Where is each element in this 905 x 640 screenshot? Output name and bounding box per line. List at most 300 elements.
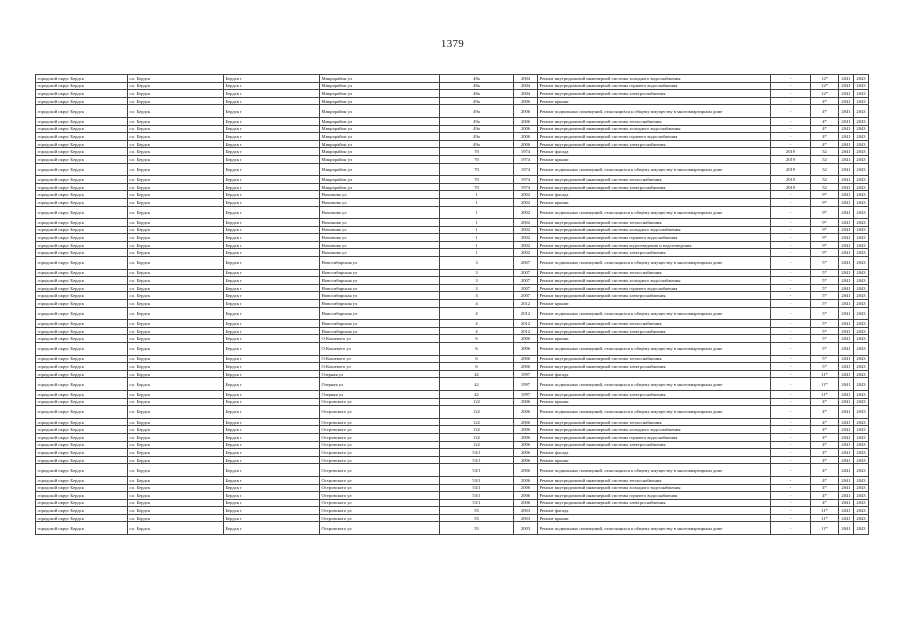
city-district-cell: г.о. Бердск	[128, 522, 224, 535]
work-type-cell: Ремонт внутридомовой инженерной системы электроснабжения	[538, 249, 771, 257]
table-row	[36, 492, 869, 500]
start-year-cell: 2041	[839, 484, 854, 492]
city-district-cell: г.о. Бердск	[128, 284, 224, 292]
end-year-cell: 2043	[854, 163, 869, 176]
house-number-cell: 49а	[440, 117, 514, 125]
locality-cell: Бердск г	[224, 206, 320, 219]
repair-year-cell: -	[771, 426, 811, 434]
house-number-cell: 122	[440, 426, 514, 434]
repair-year-cell: -	[771, 433, 811, 441]
street-cell: Нахимова ул	[320, 226, 440, 234]
municipal-district-cell: городской округ Бердск	[36, 155, 128, 163]
build-year-cell: 2006	[514, 449, 538, 457]
repair-year-cell: -	[771, 484, 811, 492]
end-year-cell: 2043	[854, 176, 869, 184]
start-year-cell: 2041	[839, 300, 854, 308]
locality-cell: Бердск г	[224, 343, 320, 356]
street-cell: Новосибирская ул	[320, 257, 440, 270]
repair-year-cell: -	[771, 206, 811, 219]
repair-year-cell: -	[771, 277, 811, 285]
street-cell: Островского ул	[320, 484, 440, 492]
street-cell: Микрорайон ул	[320, 90, 440, 98]
locality-cell: Бердск г	[224, 125, 320, 133]
repair-year-cell: -	[771, 370, 811, 378]
city-district-cell: г.о. Бердск	[128, 484, 224, 492]
city-district-cell: г.о. Бердск	[128, 464, 224, 477]
build-year-cell: 2007	[514, 277, 538, 285]
work-type-cell: Ремонт крыши	[538, 398, 771, 406]
build-year-cell: 2006	[514, 433, 538, 441]
street-cell: О.Кошевого ул	[320, 343, 440, 356]
street-cell: Новосибирская ул	[320, 269, 440, 277]
start-year-cell: 2041	[839, 426, 854, 434]
period-cell: 5*	[811, 355, 839, 363]
period-cell: 4*	[811, 449, 839, 457]
start-year-cell: 2041	[839, 476, 854, 484]
repair-year-cell: -	[771, 191, 811, 199]
start-year-cell: 2041	[839, 499, 854, 507]
table-row	[36, 476, 869, 484]
work-type-cell: Ремонт фасада	[538, 148, 771, 156]
street-cell: Островского ул	[320, 449, 440, 457]
start-year-cell: 2041	[839, 249, 854, 257]
table-row	[36, 75, 869, 83]
house-number-cell: 53/1	[440, 492, 514, 500]
build-year-cell: 2003	[514, 522, 538, 535]
locality-cell: Бердск г	[224, 426, 320, 434]
period-cell: 52	[811, 155, 839, 163]
work-type-cell: Ремонт внутридомовой инженерной системы теплоснабжения	[538, 476, 771, 484]
start-year-cell: 2041	[839, 378, 854, 391]
end-year-cell: 2043	[854, 226, 869, 234]
house-number-cell: 6	[440, 343, 514, 356]
city-district-cell: г.о. Бердск	[128, 390, 224, 398]
locality-cell: Бердск г	[224, 406, 320, 419]
start-year-cell: 2041	[839, 449, 854, 457]
repair-year-cell: -	[771, 90, 811, 98]
locality-cell: Бердск г	[224, 277, 320, 285]
municipal-district-cell: городской округ Бердск	[36, 484, 128, 492]
end-year-cell: 2043	[854, 133, 869, 141]
build-year-cell: 1997	[514, 378, 538, 391]
period-cell: 9*	[811, 249, 839, 257]
build-year-cell: 2007	[514, 284, 538, 292]
house-number-cell: 42	[440, 370, 514, 378]
municipal-district-cell: городской округ Бердск	[36, 191, 128, 199]
municipal-district-cell: городской округ Бердск	[36, 335, 128, 343]
street-cell: Микрорайон ул	[320, 75, 440, 83]
house-number-cell: 122	[440, 418, 514, 426]
end-year-cell: 2043	[854, 335, 869, 343]
city-district-cell: г.о. Бердск	[128, 277, 224, 285]
municipal-district-cell: городской округ Бердск	[36, 499, 128, 507]
locality-cell: Бердск г	[224, 484, 320, 492]
house-number-cell: 122	[440, 398, 514, 406]
end-year-cell: 2043	[854, 90, 869, 98]
build-year-cell: 1997	[514, 390, 538, 398]
street-cell: Новосибирская ул	[320, 327, 440, 335]
end-year-cell: 2043	[854, 257, 869, 270]
house-number-cell: 42	[440, 390, 514, 398]
repair-year-cell: 2019	[771, 163, 811, 176]
locality-cell: Бердск г	[224, 476, 320, 484]
street-cell: Нахимова ул	[320, 234, 440, 242]
work-type-cell: Ремонт подвальных помещений, относящихся к общему имуществу в многоквартирном доме	[538, 378, 771, 391]
locality-cell: Бердск г	[224, 499, 320, 507]
build-year-cell: 2012	[514, 327, 538, 335]
locality-cell: Бердск г	[224, 257, 320, 270]
end-year-cell: 2043	[854, 398, 869, 406]
city-district-cell: г.о. Бердск	[128, 492, 224, 500]
period-cell: 12*	[811, 90, 839, 98]
locality-cell: Бердск г	[224, 82, 320, 90]
start-year-cell: 2041	[839, 75, 854, 83]
street-cell: О.Кошевого ул	[320, 335, 440, 343]
street-cell: О.Кошевого ул	[320, 355, 440, 363]
locality-cell: Бердск г	[224, 514, 320, 522]
table-row	[36, 277, 869, 285]
table-row	[36, 90, 869, 98]
locality-cell: Бердск г	[224, 390, 320, 398]
street-cell: Озерная ул	[320, 370, 440, 378]
period-cell: 11*	[811, 370, 839, 378]
work-type-cell: Ремонт внутридомовой инженерной системы холодного водоснабжения	[538, 277, 771, 285]
repair-year-cell: -	[771, 456, 811, 464]
repair-year-cell: -	[771, 133, 811, 141]
period-cell: 4*	[811, 105, 839, 118]
municipal-district-cell: городской округ Бердск	[36, 522, 128, 535]
build-year-cell: 2002	[514, 226, 538, 234]
start-year-cell: 2041	[839, 117, 854, 125]
street-cell: Микрорайон ул	[320, 183, 440, 191]
period-cell: 5*	[811, 343, 839, 356]
start-year-cell: 2041	[839, 241, 854, 249]
build-year-cell: 2003	[514, 514, 538, 522]
period-cell: 4*	[811, 133, 839, 141]
locality-cell: Бердск г	[224, 97, 320, 105]
house-number-cell: 70	[440, 183, 514, 191]
build-year-cell: 1974	[514, 176, 538, 184]
start-year-cell: 2041	[839, 176, 854, 184]
start-year-cell: 2041	[839, 441, 854, 449]
end-year-cell: 2043	[854, 198, 869, 206]
work-type-cell: Ремонт крыши	[538, 198, 771, 206]
table-row	[36, 155, 869, 163]
locality-cell: Бердск г	[224, 300, 320, 308]
municipal-district-cell: городской округ Бердск	[36, 133, 128, 141]
end-year-cell: 2043	[854, 514, 869, 522]
city-district-cell: г.о. Бердск	[128, 441, 224, 449]
end-year-cell: 2043	[854, 522, 869, 535]
street-cell: Микрорайон ул	[320, 97, 440, 105]
street-cell: Новосибирская ул	[320, 320, 440, 328]
build-year-cell: 2006	[514, 355, 538, 363]
start-year-cell: 2041	[839, 148, 854, 156]
repair-year-cell: -	[771, 257, 811, 270]
municipal-district-cell: городской округ Бердск	[36, 390, 128, 398]
work-type-cell: Ремонт внутридомовой инженерной системы водоотведения и водоотведения	[538, 241, 771, 249]
capital-repair-table	[35, 74, 869, 535]
work-type-cell: Ремонт внутридомовой инженерной системы горячего водоснабжения	[538, 433, 771, 441]
period-cell: 11*	[811, 507, 839, 515]
page-number: 1379	[440, 38, 465, 50]
locality-cell: Бердск г	[224, 370, 320, 378]
end-year-cell: 2043	[854, 355, 869, 363]
table-row	[36, 105, 869, 118]
city-district-cell: г.о. Бердск	[128, 426, 224, 434]
city-district-cell: г.о. Бердск	[128, 499, 224, 507]
street-cell: Новосибирская ул	[320, 277, 440, 285]
locality-cell: Бердск г	[224, 269, 320, 277]
municipal-district-cell: городской округ Бердск	[36, 327, 128, 335]
repair-year-cell: -	[771, 390, 811, 398]
street-cell: Нахимова ул	[320, 206, 440, 219]
city-district-cell: г.о. Бердск	[128, 355, 224, 363]
municipal-district-cell: городской округ Бердск	[36, 206, 128, 219]
period-cell: 52	[811, 183, 839, 191]
city-district-cell: г.о. Бердск	[128, 378, 224, 391]
period-cell: 9*	[811, 241, 839, 249]
repair-year-cell: -	[771, 125, 811, 133]
table-row	[36, 335, 869, 343]
table-row	[36, 198, 869, 206]
locality-cell: Бердск г	[224, 378, 320, 391]
city-district-cell: г.о. Бердск	[128, 456, 224, 464]
period-cell: 12*	[811, 82, 839, 90]
locality-cell: Бердск г	[224, 433, 320, 441]
street-cell: Островского ул	[320, 464, 440, 477]
repair-year-cell: 2019	[771, 148, 811, 156]
build-year-cell: 2006	[514, 499, 538, 507]
period-cell: 4*	[811, 140, 839, 148]
end-year-cell: 2043	[854, 277, 869, 285]
locality-cell: Бердск г	[224, 284, 320, 292]
city-district-cell: г.о. Бердск	[128, 198, 224, 206]
work-type-cell: Ремонт фасада	[538, 191, 771, 199]
period-cell: 4*	[811, 125, 839, 133]
period-cell: 5*	[811, 257, 839, 270]
build-year-cell: 2004	[514, 82, 538, 90]
locality-cell: Бердск г	[224, 335, 320, 343]
start-year-cell: 2041	[839, 492, 854, 500]
work-type-cell: Ремонт внутридомовой инженерной системы теплоснабжения	[538, 269, 771, 277]
start-year-cell: 2041	[839, 406, 854, 419]
end-year-cell: 2043	[854, 378, 869, 391]
work-type-cell: Ремонт внутридомовой инженерной системы теплоснабжения	[538, 219, 771, 227]
city-district-cell: г.о. Бердск	[128, 155, 224, 163]
house-number-cell: 4	[440, 327, 514, 335]
start-year-cell: 2041	[839, 82, 854, 90]
end-year-cell: 2043	[854, 492, 869, 500]
build-year-cell: 2006	[514, 456, 538, 464]
street-cell: Нахимова ул	[320, 249, 440, 257]
city-district-cell: г.о. Бердск	[128, 476, 224, 484]
municipal-district-cell: городской округ Бердск	[36, 355, 128, 363]
period-cell: 5*	[811, 277, 839, 285]
start-year-cell: 2041	[839, 307, 854, 320]
house-number-cell: 48а	[440, 75, 514, 83]
municipal-district-cell: городской округ Бердск	[36, 105, 128, 118]
municipal-district-cell: городской округ Бердск	[36, 476, 128, 484]
period-cell: 5*	[811, 327, 839, 335]
street-cell: Микрорайон ул	[320, 163, 440, 176]
house-number-cell: 53/1	[440, 476, 514, 484]
repair-year-cell: -	[771, 241, 811, 249]
house-number-cell: 4	[440, 307, 514, 320]
repair-year-cell: -	[771, 269, 811, 277]
end-year-cell: 2043	[854, 406, 869, 419]
street-cell: Озерная ул	[320, 378, 440, 391]
work-type-cell: Ремонт крыши	[538, 514, 771, 522]
repair-year-cell: -	[771, 464, 811, 477]
table-row	[36, 292, 869, 300]
table-row	[36, 97, 869, 105]
table-row	[36, 133, 869, 141]
table-row	[36, 456, 869, 464]
city-district-cell: г.о. Бердск	[128, 133, 224, 141]
end-year-cell: 2043	[854, 370, 869, 378]
locality-cell: Бердск г	[224, 441, 320, 449]
start-year-cell: 2041	[839, 292, 854, 300]
locality-cell: Бердск г	[224, 249, 320, 257]
city-district-cell: г.о. Бердск	[128, 363, 224, 371]
house-number-cell: 70	[440, 163, 514, 176]
build-year-cell: 2006	[514, 125, 538, 133]
house-number-cell: 70	[440, 176, 514, 184]
start-year-cell: 2041	[839, 514, 854, 522]
street-cell: Микрорайон ул	[320, 133, 440, 141]
city-district-cell: г.о. Бердск	[128, 82, 224, 90]
start-year-cell: 2041	[839, 390, 854, 398]
house-number-cell: 1	[440, 219, 514, 227]
municipal-district-cell: городской округ Бердск	[36, 464, 128, 477]
house-number-cell: 53/1	[440, 449, 514, 457]
start-year-cell: 2041	[839, 125, 854, 133]
city-district-cell: г.о. Бердск	[128, 343, 224, 356]
period-cell: 4*	[811, 398, 839, 406]
end-year-cell: 2043	[854, 191, 869, 199]
locality-cell: Бердск г	[224, 148, 320, 156]
table-row	[36, 406, 869, 419]
locality-cell: Бердск г	[224, 307, 320, 320]
build-year-cell: 2002	[514, 206, 538, 219]
period-cell: 4*	[811, 97, 839, 105]
table-row	[36, 249, 869, 257]
build-year-cell: 2006	[514, 117, 538, 125]
period-cell: 5*	[811, 320, 839, 328]
municipal-district-cell: городской округ Бердск	[36, 292, 128, 300]
street-cell: О.Кошевого ул	[320, 363, 440, 371]
table-row	[36, 327, 869, 335]
build-year-cell: 1974	[514, 163, 538, 176]
work-type-cell: Ремонт подвальных помещений, относящихся к общему имуществу в многоквартирном доме	[538, 163, 771, 176]
house-number-cell: 1	[440, 206, 514, 219]
house-number-cell: 49а	[440, 125, 514, 133]
municipal-district-cell: городской округ Бердск	[36, 418, 128, 426]
start-year-cell: 2041	[839, 370, 854, 378]
period-cell: 4*	[811, 476, 839, 484]
work-type-cell: Ремонт подвальных помещений, относящихся к общему имуществу в многоквартирном доме	[538, 522, 771, 535]
city-district-cell: г.о. Бердск	[128, 335, 224, 343]
house-number-cell: 55	[440, 507, 514, 515]
locality-cell: Бердск г	[224, 456, 320, 464]
build-year-cell: 2002	[514, 219, 538, 227]
city-district-cell: г.о. Бердск	[128, 307, 224, 320]
repair-year-cell: -	[771, 198, 811, 206]
work-type-cell: Ремонт внутридомовой инженерной системы холодного водоснабжения	[538, 125, 771, 133]
street-cell: Новосибирская ул	[320, 292, 440, 300]
locality-cell: Бердск г	[224, 219, 320, 227]
end-year-cell: 2043	[854, 155, 869, 163]
house-number-cell: 49а	[440, 105, 514, 118]
city-district-cell: г.о. Бердск	[128, 249, 224, 257]
house-number-cell: 4	[440, 320, 514, 328]
locality-cell: Бердск г	[224, 398, 320, 406]
locality-cell: Бердск г	[224, 90, 320, 98]
end-year-cell: 2043	[854, 183, 869, 191]
locality-cell: Бердск г	[224, 449, 320, 457]
work-type-cell: Ремонт внутридомовой инженерной системы электроснабжения	[538, 183, 771, 191]
street-cell: Микрорайон ул	[320, 82, 440, 90]
house-number-cell: 53/1	[440, 499, 514, 507]
period-cell: 5*	[811, 269, 839, 277]
start-year-cell: 2041	[839, 140, 854, 148]
city-district-cell: г.о. Бердск	[128, 90, 224, 98]
house-number-cell: 3	[440, 269, 514, 277]
start-year-cell: 2041	[839, 105, 854, 118]
street-cell: Нахимова ул	[320, 241, 440, 249]
table-row	[36, 241, 869, 249]
city-district-cell: г.о. Бердск	[128, 257, 224, 270]
repair-year-cell: -	[771, 492, 811, 500]
street-cell: Островского ул	[320, 441, 440, 449]
municipal-district-cell: городской округ Бердск	[36, 249, 128, 257]
municipal-district-cell: городской округ Бердск	[36, 241, 128, 249]
city-district-cell: г.о. Бердск	[128, 320, 224, 328]
end-year-cell: 2043	[854, 148, 869, 156]
repair-year-cell: -	[771, 476, 811, 484]
build-year-cell: 2006	[514, 97, 538, 105]
house-number-cell: 3	[440, 257, 514, 270]
table-row	[36, 176, 869, 184]
period-cell: 52	[811, 176, 839, 184]
start-year-cell: 2041	[839, 219, 854, 227]
street-cell: Островского ул	[320, 507, 440, 515]
street-cell: Островского ул	[320, 426, 440, 434]
build-year-cell: 2007	[514, 292, 538, 300]
start-year-cell: 2041	[839, 327, 854, 335]
end-year-cell: 2043	[854, 327, 869, 335]
start-year-cell: 2041	[839, 464, 854, 477]
period-cell: 4*	[811, 426, 839, 434]
table-row	[36, 363, 869, 371]
municipal-district-cell: городской округ Бердск	[36, 320, 128, 328]
period-cell: 4*	[811, 464, 839, 477]
period-cell: 4*	[811, 456, 839, 464]
locality-cell: Бердск г	[224, 155, 320, 163]
municipal-district-cell: городской округ Бердск	[36, 163, 128, 176]
end-year-cell: 2043	[854, 125, 869, 133]
period-cell: 52	[811, 148, 839, 156]
start-year-cell: 2041	[839, 277, 854, 285]
locality-cell: Бердск г	[224, 117, 320, 125]
locality-cell: Бердск г	[224, 105, 320, 118]
municipal-district-cell: городской округ Бердск	[36, 492, 128, 500]
locality-cell: Бердск г	[224, 492, 320, 500]
start-year-cell: 2041	[839, 320, 854, 328]
repair-year-cell: 2019	[771, 183, 811, 191]
work-type-cell: Ремонт внутридомовой инженерной системы электроснабжения	[538, 441, 771, 449]
